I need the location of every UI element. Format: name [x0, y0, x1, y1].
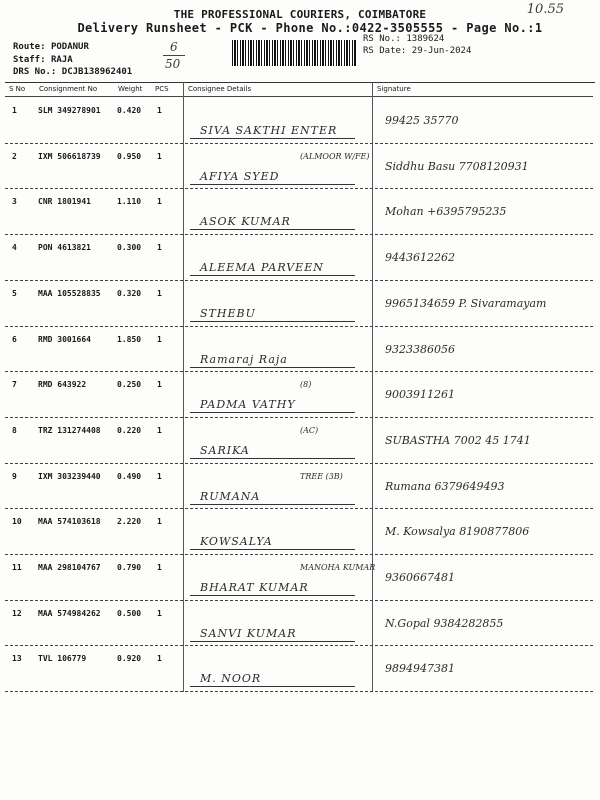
row-divider: [5, 280, 593, 281]
row-consignee-name: M. NOOR: [200, 672, 262, 686]
table-header: [5, 82, 595, 97]
row-serial-number: 10: [12, 517, 22, 527]
row-weight: 0.490: [117, 471, 142, 481]
row-consignment-number: IXM 303239440: [38, 471, 101, 481]
handwritten-count-top: 6: [170, 40, 178, 54]
row-pcs: 1: [157, 608, 162, 618]
row-consignee-note: (AC): [300, 425, 319, 435]
row-weight: 2.220: [117, 517, 142, 527]
row-consignee-name: AFIYA SYED: [200, 169, 280, 183]
row-consignee-name: STHEBU: [200, 306, 256, 320]
row-consignee-note: (8): [300, 380, 312, 390]
row-consignee-note: (ALMOOR W/FE): [300, 151, 370, 161]
row-pcs: 1: [157, 288, 162, 298]
row-serial-number: 7: [12, 380, 17, 390]
row-signature: Siddhu Basu 7708120931: [385, 159, 529, 173]
row-pcs: 1: [157, 106, 162, 115]
col-consignment-header: Consignment No: [39, 85, 98, 93]
header-underline: [5, 96, 593, 97]
row-divider: [5, 188, 593, 189]
row-divider: [5, 600, 593, 601]
col-pcs-header: PCS: [155, 85, 169, 93]
row-weight: 0.300: [117, 243, 142, 253]
row-serial-number: 9: [12, 471, 17, 481]
row-consignment-number: MAA 574103618: [38, 517, 101, 527]
col-signature-header: Signature: [377, 85, 411, 93]
drs-value: DCJB138962401: [61, 67, 133, 77]
row-serial-number: 3: [12, 197, 17, 207]
row-consignment-number: MAA 298104767: [38, 563, 101, 572]
row-consignment-number: SLM 349278901: [38, 106, 101, 115]
row-weight: 1.850: [117, 334, 142, 344]
staff-label: Staff:: [13, 55, 46, 65]
row-weight: 0.220: [117, 425, 142, 435]
staff-field: [13, 55, 73, 65]
rs-date-field: [363, 46, 471, 56]
route-field: [13, 42, 89, 52]
row-serial-number: 12: [12, 608, 22, 618]
row-weight: 1.110: [117, 197, 142, 207]
row-signature: SUBASTHA 7002 45 1741: [385, 433, 531, 447]
row-consignee-name: KOWSALYA: [200, 535, 273, 549]
row-consignment-number: RMD 3001664: [38, 334, 91, 344]
row-consignment-number: PON 4613821: [38, 243, 91, 253]
consignee-underline: [190, 229, 355, 230]
row-pcs: 1: [157, 517, 162, 527]
row-pcs: 1: [157, 380, 162, 390]
row-serial-number: 6: [12, 334, 17, 344]
row-serial-number: 2: [12, 151, 17, 161]
row-divider: [5, 234, 593, 235]
rs-number-value: 1389624: [406, 34, 445, 44]
fraction-line: [163, 55, 185, 56]
drs-field: [13, 67, 132, 77]
row-consignee-name: Ramaraj Raja: [200, 352, 288, 366]
row-consignment-number: TRZ 131274408: [38, 425, 101, 435]
row-signature: 9323386056: [385, 342, 455, 356]
row-serial-number: 13: [12, 654, 22, 664]
row-pcs: 1: [157, 243, 162, 253]
row-divider: [5, 554, 593, 555]
row-signature: 9360667481: [385, 571, 455, 584]
consignee-underline: [190, 138, 355, 139]
consignee-underline: [190, 549, 355, 550]
row-divider: [5, 508, 593, 509]
row-consignment-number: CNR 1801941: [38, 197, 91, 207]
row-weight: 0.320: [117, 288, 142, 298]
row-consignee-name: BHARAT KUMAR: [200, 581, 309, 594]
barcode: [232, 40, 356, 66]
row-serial-number: 11: [12, 563, 22, 572]
consignee-underline: [190, 321, 355, 322]
row-consignee-name: PADMA VATHY: [200, 398, 296, 412]
row-signature: 9443612262: [385, 251, 455, 265]
consignee-underline: [190, 458, 355, 459]
row-weight: 0.790: [117, 563, 142, 572]
consignee-underline: [190, 275, 355, 276]
consignee-underline: [190, 686, 355, 687]
row-divider: [5, 326, 593, 327]
row-pcs: 1: [157, 563, 162, 572]
drs-label: DRS No.:: [13, 67, 57, 77]
row-consignee-name: ALEEMA PARVEEN: [200, 261, 324, 275]
consignee-underline: [190, 504, 355, 505]
row-pcs: 1: [157, 197, 162, 207]
row-serial-number: 4: [12, 243, 17, 253]
rs-date-label: RS Date:: [363, 46, 407, 56]
row-divider: [5, 645, 593, 646]
col-sno-header: S No: [9, 85, 26, 93]
row-consignment-number: RMD 643922: [38, 380, 87, 390]
row-divider: [5, 143, 593, 144]
route-value: PODANUR: [50, 42, 89, 52]
consignee-underline: [190, 367, 355, 368]
handwritten-time-note: 10.55: [526, 2, 564, 17]
row-pcs: 1: [157, 425, 162, 435]
consignee-underline: [190, 595, 355, 596]
row-signature: Rumana 6379649493: [385, 479, 505, 493]
row-consignee-name: ASOK KUMAR: [200, 215, 291, 229]
row-pcs: 1: [157, 471, 162, 481]
rs-number-field: [363, 34, 444, 44]
row-weight: 0.500: [117, 608, 142, 618]
row-consignment-number: MAA 105528835: [38, 288, 101, 298]
row-divider: [5, 463, 593, 464]
consignee-underline: [190, 641, 355, 642]
consignee-underline: [190, 184, 355, 185]
row-serial-number: 1: [12, 106, 17, 115]
row-weight: 0.420: [117, 106, 142, 115]
row-divider: [5, 691, 593, 692]
route-label: Route:: [13, 42, 46, 52]
row-signature: N.Gopal 9384282855: [385, 616, 504, 630]
row-weight: 0.950: [117, 151, 142, 161]
row-signature: 9003911261: [385, 388, 455, 402]
row-signature: 99425 35770: [385, 114, 459, 127]
row-divider: [5, 417, 593, 418]
handwritten-count-bottom: 50: [165, 57, 181, 71]
page-title: Delivery Runsheet - PCK - Phone No.:0422-3505555 - Page No.:1: [77, 21, 543, 35]
row-consignee-note: MANOHA KUMAR: [300, 563, 376, 572]
row-consignment-number: TVL 106779: [38, 654, 87, 664]
row-serial-number: 8: [12, 425, 17, 435]
row-pcs: 1: [157, 334, 162, 344]
row-consignment-number: MAA 574984262: [38, 608, 101, 618]
row-consignee-name: SANVI KUMAR: [200, 626, 297, 640]
consignee-underline: [190, 412, 355, 413]
staff-value: RAJA: [50, 55, 73, 65]
row-divider: [5, 371, 593, 372]
col-weight-header: Weight: [118, 85, 143, 93]
row-consignee-name: RUMANA: [200, 489, 261, 503]
row-signature: 9894947381: [385, 662, 455, 676]
row-consignee-note: TREE (3B): [300, 471, 343, 481]
row-pcs: 1: [157, 654, 162, 664]
row-consignee-name: SARIKA: [200, 443, 250, 457]
row-pcs: 1: [157, 151, 162, 161]
rs-date-value: 29-Jun-2024: [411, 46, 472, 56]
row-weight: 0.920: [117, 654, 142, 664]
row-consignee-name: SIVA SAKTHI ENTER: [200, 124, 338, 137]
row-consignment-number: IXM 506618739: [38, 151, 101, 161]
row-signature: Mohan +6395795235: [385, 205, 507, 219]
row-serial-number: 5: [12, 288, 17, 298]
row-signature: M. Kowsalya 8190877806: [385, 525, 530, 539]
rs-number-label: RS No.:: [363, 34, 401, 44]
company-name: THE PROFESSIONAL COURIERS, COIMBATORE: [173, 8, 427, 21]
row-signature: 9965134659 P. Sivaramayam: [385, 296, 547, 310]
row-weight: 0.250: [117, 380, 142, 390]
col-consignee-header: Consignee Details: [188, 85, 252, 93]
